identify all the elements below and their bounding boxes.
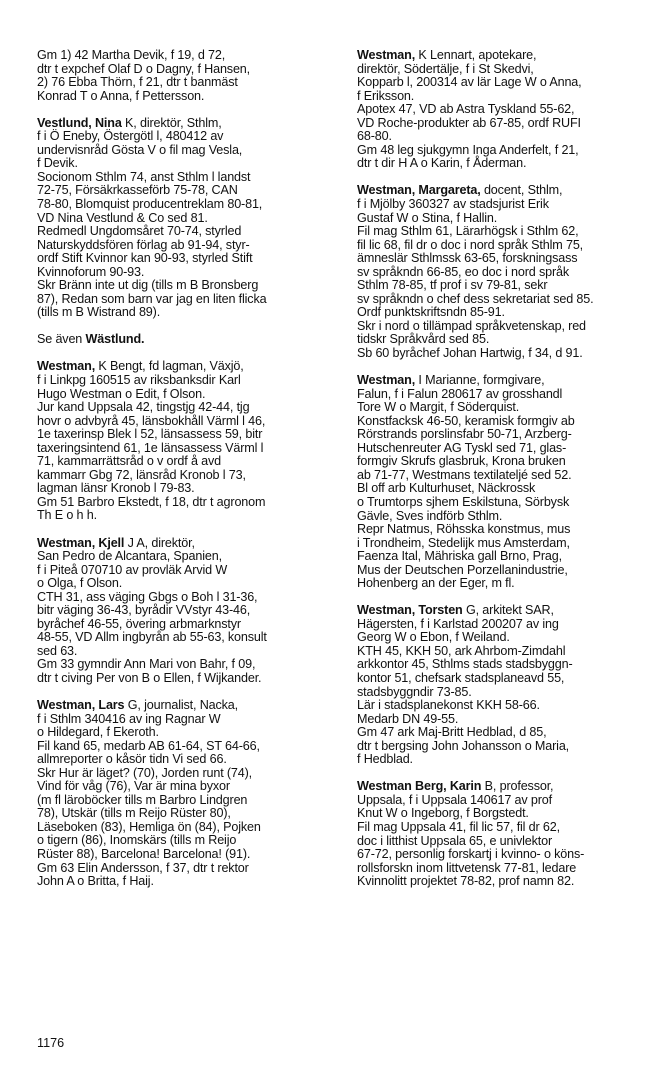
entry-line	[37, 658, 335, 672]
entry-line	[37, 239, 335, 253]
entry-line	[357, 686, 657, 700]
entry-line	[357, 130, 657, 144]
entry-line	[357, 239, 657, 253]
entry-text: Läseboken (83), Hemliga ön (84), Pojken	[37, 819, 261, 834]
entry-vestlund-nina	[37, 117, 335, 320]
entry-text: o Trumtorps sjhem Eskilstuna, Sörbysk	[357, 494, 570, 509]
entry-text: Uppsala, f i Uppsala 140617 av prof	[357, 792, 552, 807]
entry-text: f i Piteå 070710 av provläk Arvid W	[37, 562, 228, 577]
entry-line	[37, 225, 335, 239]
entry-line	[37, 144, 335, 158]
entry-line	[37, 645, 335, 659]
entry-line	[357, 807, 657, 821]
entry-line	[37, 834, 335, 848]
entry-text: kammarr Gbg 72, länsråd Kronob l 73,	[37, 467, 246, 482]
entry-line	[37, 726, 335, 740]
entry-line	[357, 401, 657, 415]
entry-text: formgiv Skrufs glasbruk, Krona bruken	[357, 454, 566, 469]
entry-line	[357, 198, 657, 212]
entry-line	[37, 90, 335, 104]
entry-se-aven	[37, 333, 335, 347]
entry-text: J A, direktör,	[124, 535, 195, 550]
entry-line	[37, 279, 335, 293]
entry-line	[37, 753, 335, 767]
entry-heading: Westman,	[357, 48, 416, 62]
entry-line	[357, 225, 657, 239]
entry-line	[357, 90, 657, 104]
entry-text: Faenza Ital, Mähriska gall Brno, Prag,	[357, 549, 562, 564]
entry-text: Rörstrands porslinsfabr 50-71, Arzberg-	[357, 427, 572, 442]
entry-text: ämneslär Sthlmssk 63-65, forskningsass	[357, 251, 578, 266]
entry-text: Sthlm 78-85, tf prof i sv 79-81, sekr	[357, 278, 548, 293]
entry-text: i Trondheim, Stedelijk mus Amsterdam,	[357, 535, 570, 550]
entry-line	[357, 63, 657, 77]
entry-line	[37, 469, 335, 483]
entry-text: 72-75, Försäkrkasseförb 75-78, CAN	[37, 183, 238, 198]
entry-text: CTH 31, ass väging Gbgs o Boh l 31-36,	[37, 589, 258, 604]
entry-line	[37, 63, 335, 77]
entry-line	[357, 699, 657, 713]
entry-line	[357, 252, 657, 266]
entry-text: Lär i stadsplanekonst KKH 58-66.	[357, 698, 540, 713]
entry-line	[37, 252, 335, 266]
entry-line	[37, 360, 335, 374]
entry-text: f Hedblad.	[357, 752, 413, 767]
entry-text: ab 71-77, Westmans textilateljé sed 52.	[357, 467, 572, 482]
entry-text: o Olga, f Olson.	[37, 576, 123, 591]
entry-line	[37, 537, 335, 551]
entry-text: G, arkitekt SAR,	[462, 603, 554, 618]
entry-text: Kopparb l, 200314 av lär Lage W o Anna,	[357, 75, 582, 90]
entry-line	[37, 293, 335, 307]
entry-text: sv språkndn o chef dess sekretariat sed 85.	[357, 291, 594, 306]
entry-text: f i Ö Eneby, Östergötl l, 480412 av	[37, 129, 224, 144]
entry-text: G, journalist, Nacka,	[124, 698, 238, 713]
entry-text: Naturskyddsfören förlag ab 91-94, styr-	[37, 237, 250, 252]
entry-line	[357, 604, 657, 618]
entry-text: Fil kand 65, medarb AB 61-64, ST 64-66,	[37, 738, 260, 753]
entry-text: direktör, Södertälje, f i St Skedvi,	[357, 61, 534, 76]
entry-line	[357, 469, 657, 483]
entry-text: Sb 60 byråchef Johan Hartwig, f 34, d 91.	[357, 345, 583, 360]
entry-text: 2) 76 Ebba Thörn, f 21, dtr t banmäst	[37, 75, 238, 90]
entry-text: (m fl läroböcker tills m Barbro Lindgren	[37, 792, 248, 807]
entry-line	[357, 577, 657, 591]
entry-line	[357, 510, 657, 524]
entry-line	[37, 875, 335, 889]
entry-line	[37, 266, 335, 280]
entry-text: 78), Utskär (tills m Reijo Rüster 80),	[37, 806, 231, 821]
entry-line	[37, 442, 335, 456]
entry-text: VD Roche-produkter ab 67-85, ordf RUFI	[357, 115, 581, 130]
entry-line	[37, 482, 335, 496]
entry-line	[37, 171, 335, 185]
entry-text: f i Linkpg 160515 av riksbanksdir Karl	[37, 372, 241, 387]
entry-text: Gm 51 Barbro Ekstedt, f 18, dtr t agronom	[37, 494, 266, 509]
entry-text: kontor 51, chefsark stadsplaneavd 55,	[357, 671, 565, 686]
entry-heading: Westman,	[37, 359, 96, 374]
entry-line	[37, 631, 335, 645]
entry-line	[37, 333, 335, 347]
entry-text: lagman länsr Kronob l 79-83.	[37, 481, 195, 496]
entry-text: Skr i nord o tillämpad språkvetenskap, red	[357, 318, 586, 333]
entry-line	[37, 767, 335, 781]
entry-westman-torsten	[357, 604, 657, 767]
entry-line	[37, 509, 335, 523]
entry-text: Gm 33 gymndir Ann Mari von Bahr, f 09,	[37, 657, 256, 672]
entry-line	[37, 184, 335, 198]
entry-line	[37, 496, 335, 510]
entry-text: ordf Stift Kvinnor kan 90-93, styrled Stift	[37, 251, 253, 266]
entry-text: taxeringsintend 61, 1e länsassess Värml l	[37, 440, 264, 455]
entry-heading: Westman,	[357, 373, 416, 388]
entry-line	[357, 726, 657, 740]
entry-text: Hohenberg an der Eger, m fl.	[357, 576, 515, 591]
entry-line	[37, 862, 335, 876]
entry-text: Th E o h h.	[37, 508, 97, 523]
entry-text: Medarb DN 49-55.	[357, 711, 459, 726]
entry-text: Knut W o Ingeborg, f Borgstedt.	[357, 806, 529, 821]
entry-text: Skr Bränn inte ut dig (tills m B Bronsberg	[37, 278, 259, 293]
entry-line	[357, 672, 657, 686]
entry-text: byråchef 46-55, övering arbmarknstyr	[37, 616, 241, 631]
entry-line	[357, 537, 657, 551]
entry-line	[37, 794, 335, 808]
entry-text: Kvinnolitt projektet 78-82, prof namn 82.	[357, 874, 575, 889]
entry-text: bitr väging 36-43, byrådir VVstyr 43-46,	[37, 603, 251, 618]
entry-line	[37, 130, 335, 144]
entry-line	[357, 320, 657, 334]
entry-line	[357, 523, 657, 537]
entry-heading: Westman, Torsten	[357, 603, 463, 618]
entry-line	[357, 821, 657, 835]
entry-text: Hägersten, f i Karlstad 200207 av ing	[357, 616, 559, 631]
entry-text: Georg W o Ebon, f Weiland.	[357, 630, 510, 645]
entry-heading: Westman, Margareta,	[357, 183, 481, 198]
entry-text: dtr t civing Per von B o Ellen, f Wijkander.	[37, 670, 262, 685]
entry-line	[37, 821, 335, 835]
entry-text: Repr Natmus, Röhsska konstmus, mus	[357, 522, 571, 537]
entry-westman-bengt	[37, 360, 335, 523]
entry-line	[357, 780, 657, 794]
entry-line	[37, 550, 335, 564]
entry-text: 1e taxerinsp Blek l 52, länsassess 59, bitr	[37, 427, 263, 442]
entry-line	[37, 401, 335, 415]
entry-text: K, direktör, Sthlm,	[121, 115, 222, 130]
entry-line	[357, 442, 657, 456]
entry-line	[357, 875, 657, 889]
entry-line	[357, 740, 657, 754]
entry-line	[357, 550, 657, 564]
entry-text: Se även	[37, 332, 86, 347]
entry-line	[357, 157, 657, 171]
entry-text: Gm 48 leg sjukgymn Inga Anderfelt, f 21,	[357, 142, 579, 157]
entry-line	[37, 198, 335, 212]
entry-line	[357, 455, 657, 469]
entry-line	[357, 184, 657, 198]
entry-text: Gm 63 Elin Andersson, f 37, dtr t rektor	[37, 860, 249, 875]
entry-line	[357, 848, 657, 862]
entry-text: KTH 45, KKH 50, ark Ahrbom-Zimdahl	[357, 643, 566, 658]
entry-text: Gm 1) 42 Martha Devik, f 19, d 72,	[37, 48, 226, 62]
entry-text: Falun, f i Falun 280617 av grosshandl	[357, 386, 563, 401]
entry-line	[37, 49, 335, 63]
entry-westman-lennart	[357, 49, 657, 171]
entry-line	[37, 76, 335, 90]
entry-line	[357, 794, 657, 808]
entry-text: arkkontor 45, Sthlms stads stadsbyggn-	[357, 657, 573, 672]
entry-text: stadsbyggndir 73-85.	[357, 684, 472, 699]
entry-text: Socionom Sthlm 74, anst Sthlm l landst	[37, 169, 251, 184]
entry-text: San Pedro de Alcantara, Spanien,	[37, 549, 222, 564]
entry-line	[357, 49, 657, 63]
entry-line	[37, 117, 335, 131]
entry-text: Hutschenreuter AG Tyskl sed 71, glas-	[357, 440, 567, 455]
entry-line	[37, 374, 335, 388]
entry-text: Hugo Westman o Edit, f Olson.	[37, 386, 206, 401]
entry-heading: Westman, Kjell	[37, 535, 125, 550]
page-number: 1176	[37, 1036, 65, 1050]
entry-text: Apotex 47, VD ab Astra Tyskland 55-62,	[357, 102, 575, 117]
entry-text: Konrad T o Anna, f Pettersson.	[37, 88, 205, 103]
entry-line	[37, 415, 335, 429]
entry-text: Mus der Deutschen Porzellanindustrie,	[357, 562, 568, 577]
entry-line	[37, 672, 335, 686]
entry-text: sv språkndn 66-85, eo doc i nord språk	[357, 264, 570, 279]
entry-line	[357, 306, 657, 320]
entry-westman-lars	[37, 699, 335, 889]
entry-line	[357, 266, 657, 280]
cross-reference-name: Wästlund.	[85, 332, 145, 347]
entry-line	[357, 76, 657, 90]
entry-heading: Westman Berg, Karin	[357, 779, 482, 794]
entry-line	[357, 753, 657, 767]
entry-text: 87), Redan som barn var jag en liten flicka	[37, 291, 267, 306]
entry-line	[357, 631, 657, 645]
entry-line	[37, 212, 335, 226]
entry-text: Konstfacksk 46-50, keramisk formgiv ab	[357, 413, 575, 428]
entry-line	[357, 415, 657, 429]
entry-text: hovr o advbyrå 45, länsbokhåll Värml l 46,	[37, 413, 266, 428]
entry-text: (tills m B Wistrand 89).	[37, 305, 161, 320]
entry-text: Gustaf W o Stina, f Hallin.	[357, 210, 498, 225]
entry-line	[357, 388, 657, 402]
entry-text: rollsforskn inom littvetensk 77-81, ledare	[357, 860, 577, 875]
entry-line	[37, 591, 335, 605]
entry-line	[357, 862, 657, 876]
entry-text: undervisnråd Gösta V o fil mag Vesla,	[37, 142, 243, 157]
entry-line	[357, 117, 657, 131]
entry-westman-margareta	[357, 184, 657, 360]
entry-text: f Eriksson.	[357, 88, 415, 103]
entry-line	[37, 306, 335, 320]
entry-text: dtr t bergsing John Johansson o Maria,	[357, 738, 570, 753]
entry-text: docent, Sthlm,	[480, 183, 563, 198]
entry-text: 78-80, Blomquist producentreklam 80-81,	[37, 196, 263, 211]
entry-text: 48-55, VD Allm ingbyrån ab 55-63, konsult	[37, 630, 267, 645]
entry-text: Rüster 88), Barcelona! Barcelona! (91).	[37, 847, 251, 862]
entry-line	[37, 848, 335, 862]
entry-text: doc i litthist Uppsala 65, e univlektor	[357, 833, 553, 848]
entry-line	[357, 293, 657, 307]
entry-line	[357, 374, 657, 388]
entry-line	[37, 780, 335, 794]
entry-line	[357, 482, 657, 496]
entry-line	[357, 212, 657, 226]
left-column	[37, 49, 335, 902]
entry-text: fil lic 68, fil dr o doc i nord språk Sthlm 75,	[357, 237, 584, 252]
entry-text: allmreporter o kåsör tidn Vi sed 66.	[37, 752, 227, 767]
entry-line	[357, 564, 657, 578]
entry-martha-devik	[37, 49, 335, 103]
entry-line	[357, 835, 657, 849]
entry-text: Gm 47 ark Maj-Britt Hedblad, d 85,	[357, 725, 547, 740]
entry-westman-kjell	[37, 537, 335, 686]
entry-line	[357, 496, 657, 510]
entry-line	[357, 103, 657, 117]
entry-text: dtr t expchef Olaf D o Dagny, f Hansen,	[37, 61, 251, 76]
entry-text: Kvinnoforum 90-93.	[37, 264, 145, 279]
entry-text: Bl off arb Kulturhuset, Näckrossk	[357, 481, 536, 496]
entry-text: dtr t dir H A o Karin, f Åderman.	[357, 156, 527, 171]
entry-text: 67-72, personlig forskartj i kvinno- o köns-	[357, 847, 585, 862]
entry-text: Redmedl Ungdomsåret 70-74, styrled	[37, 224, 242, 239]
entry-text: tidskr Språkvård sed 85.	[357, 332, 490, 347]
entry-line	[37, 740, 335, 754]
entry-line	[357, 428, 657, 442]
entry-text: f i Mjölby 360327 av stadsjurist Erik	[357, 196, 549, 211]
entry-text: 71, kammarrättsråd o v ordf å avd	[37, 454, 222, 469]
entry-line	[37, 713, 335, 727]
entry-text: Ordf punktskriftsndn 85-91.	[357, 305, 505, 320]
entry-text: 68-80.	[357, 129, 392, 144]
entry-line	[37, 577, 335, 591]
entry-heading: Westman, Lars	[37, 698, 125, 713]
entry-line	[357, 713, 657, 727]
entry-line	[37, 564, 335, 578]
entry-line	[37, 604, 335, 618]
entry-text: f i Sthlm 340416 av ing Ragnar W	[37, 711, 221, 726]
entry-text: Vind för våg (76), Var är mina byxor	[37, 779, 230, 794]
entry-westman-berg-karin	[357, 780, 657, 888]
entry-line	[357, 279, 657, 293]
entry-line	[357, 658, 657, 672]
entry-westman-marianne	[357, 374, 657, 591]
entry-line	[37, 157, 335, 171]
entry-line	[37, 455, 335, 469]
entry-text: o tigern (86), Inomskärs (tills m Reijo	[37, 833, 237, 848]
entry-line	[37, 428, 335, 442]
entry-line	[357, 347, 657, 361]
entry-text: Fil mag Sthlm 61, Lärarhögsk i Sthlm 62,	[357, 224, 579, 239]
entry-line	[357, 333, 657, 347]
entry-line	[37, 388, 335, 402]
entry-text: o Hildegard, f Ekeroth.	[37, 725, 159, 740]
entry-text: Gävle, Sves indförb Sthlm.	[357, 508, 503, 523]
entry-text: Fil mag Uppsala 41, fil lic 57, fil dr 62,	[357, 819, 560, 834]
entry-text: K Lennart, apotekare,	[415, 48, 537, 62]
entry-text: K Bengt, fd lagman, Växjö,	[95, 359, 244, 374]
entry-line	[37, 807, 335, 821]
entry-line	[37, 618, 335, 632]
entry-text: B, professor,	[481, 779, 554, 794]
entry-text: Skr Hur är läget? (70), Jorden runt (74),	[37, 765, 253, 780]
entry-line	[37, 699, 335, 713]
entry-text: Tore W o Margit, f Söderquist.	[357, 400, 520, 415]
entry-heading: Vestlund, Nina	[37, 115, 122, 130]
entry-line	[357, 645, 657, 659]
entry-text: John A o Britta, f Haij.	[37, 874, 154, 889]
entry-text: Jur kand Uppsala 42, tingstjg 42-44, tjg	[37, 400, 250, 415]
entry-text: f Devik.	[37, 156, 78, 171]
entry-text: sed 63.	[37, 643, 78, 658]
entry-text: VD Nina Vestlund & Co sed 81.	[37, 210, 208, 225]
right-column	[357, 49, 657, 902]
entry-text: I Marianne, formgivare,	[415, 373, 545, 388]
entry-line	[357, 618, 657, 632]
